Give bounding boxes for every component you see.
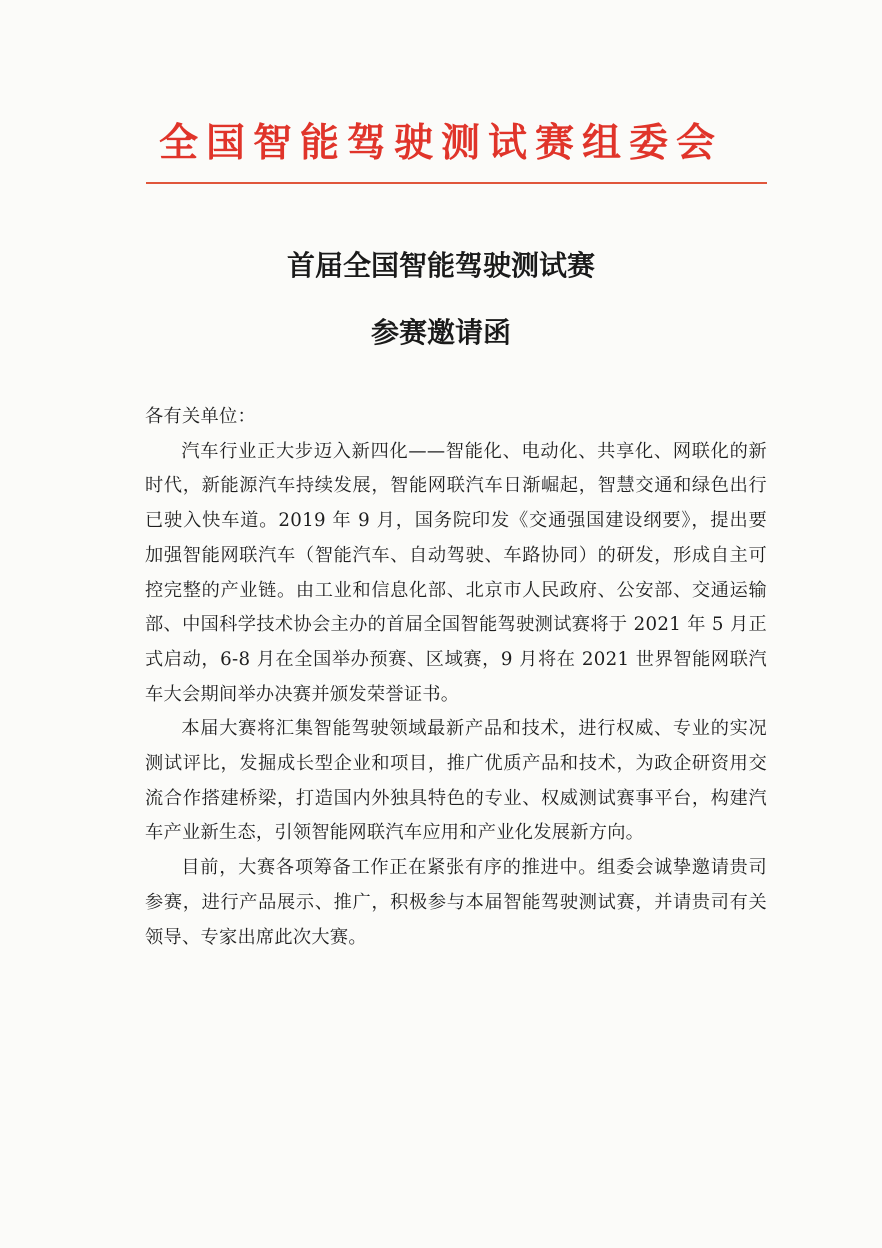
organization-header: 全国智能驾驶测试赛组委会 <box>158 121 723 166</box>
paragraph-invitation: 目前，大赛各项筹备工作正在紧张有序的推进中。组委会诚挚邀请贵司参赛，进行产品展示、推广，积极参与本届智能驾驶测试赛，并请贵司有关领导、专家出席此次大赛。 <box>145 857 767 948</box>
letter-body <box>145 400 767 955</box>
header-divider <box>146 182 767 184</box>
document-subtitle: 参赛邀请函 <box>370 316 511 349</box>
salutation: 各有关单位： <box>145 406 256 427</box>
document-title: 首届全国智能驾驶测试赛 <box>286 249 595 282</box>
paragraph-intro: 汽车行业正大步迈入新四化——智能化、电动化、共享化、网联化的新时代，新能源汽车持续发展，智能网联汽车日渐崛起，智慧交通和绿色出行已驶入快车道。2019 年 9 月，国务院印发《交通强国建设纲要》，提出要加强智能网联汽车（智能汽车、自动驾驶、车路协同）的研发，形成自主可控完整的产业链。由工业和信息化部、北京市人民政府、公安部、交通运输部、中国科学技术协会主办的首届全国智能驾驶测试赛将于 2021 年 5 月正式启动，6-8 月在全国举办预赛、区域赛，9 月将在 2021 世界智能网联汽车大会期间举办决赛并颁发荣誉证书。 <box>145 440 767 705</box>
paragraph-goals: 本届大赛将汇集智能驾驶领域最新产品和技术，进行权威、专业的实况测试评比，发掘成长型企业和项目，推广优质产品和技术，为政企研资用交流合作搭建桥梁，打造国内外独具特色的专业、权威测试赛事平台，构建汽车产业新生态，引领智能网联汽车应用和产业化发展新方向。 <box>145 718 767 844</box>
